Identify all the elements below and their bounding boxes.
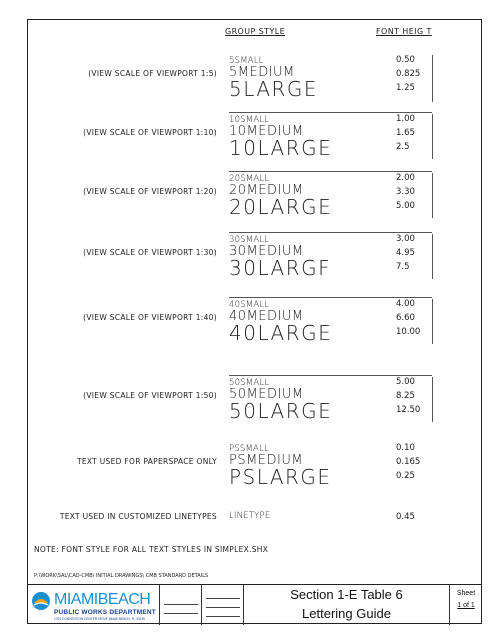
sheet-label: Sheet <box>456 590 476 597</box>
row-right-rule <box>432 173 433 218</box>
linetype-label: TEXT USED IN CUSTOMIZED LINETYPES <box>59 512 217 521</box>
style-large: 10LARGE <box>229 136 333 160</box>
style-medium: PSMEDIUM <box>229 453 304 468</box>
row-right-rule <box>432 377 433 422</box>
height-large: 10.00 <box>396 327 421 337</box>
title-block <box>27 584 482 624</box>
height-medium: 0.825 <box>396 69 421 79</box>
title-cell <box>243 585 449 625</box>
height-small: 0.50 <box>396 55 415 65</box>
linetype-style: LINETYPE <box>229 511 271 521</box>
department-address: 1700 CONVENTION CENTER DRIVE MIAMI BEACH, FL 33139 <box>54 617 145 621</box>
style-medium: 5MEDIUM <box>229 65 295 80</box>
department-name: PUBLIC WORKS DEPARTMENT <box>54 609 156 616</box>
height-small: 4.00 <box>396 299 415 309</box>
height-large: 7.5 <box>396 262 410 272</box>
viewport-label: (VIEW SCALE OF VIEWPORT 1:30) <box>83 248 217 257</box>
font-height-header: FONT HEIG T <box>376 27 432 36</box>
style-small: 40SMALL <box>229 300 270 310</box>
row-right-rule <box>432 299 433 344</box>
height-large: 1.25 <box>396 83 415 93</box>
style-small: 50SMALL <box>229 378 270 388</box>
row-right-rule <box>432 114 433 159</box>
viewport-label: (VIEW SCALE OF VIEWPORT 1:5) <box>88 69 217 78</box>
style-medium: 20MEDIUM <box>229 183 304 198</box>
font-note: NOTE: FONT STYLE FOR ALL TEXT STYLES IN SIMPLEX.SHX <box>34 545 269 554</box>
style-small: 5SMALL <box>229 56 264 66</box>
row-top-rule <box>229 232 432 233</box>
file-path: P:\WORK\SAL\CAD-CMB\ INITIAL DRAWINGS\ CMB STANDARD DETAILS <box>34 573 209 579</box>
row-top-rule <box>229 297 432 298</box>
style-small: 30SMALL <box>229 235 270 245</box>
row-right-rule <box>432 234 433 279</box>
style-small: 20SMALL <box>229 174 270 184</box>
style-large: 20LARGE <box>229 195 333 219</box>
height-medium: 1.65 <box>396 128 415 138</box>
style-large: 30LARGF <box>229 256 332 280</box>
style-medium: 50MEDIUM <box>229 387 304 402</box>
sun-logo-icon <box>31 591 51 611</box>
height-large: 0.25 <box>396 471 415 481</box>
style-large: PSLARGE <box>229 465 332 489</box>
height-small: 2.00 <box>396 173 415 183</box>
title-line-1: Section 1-E Table 6 <box>290 587 403 602</box>
viewport-label: (VIEW SCALE OF VIEWPORT 1:40) <box>83 313 217 322</box>
viewport-label: (VIEW SCALE OF VIEWPORT 1:20) <box>83 187 217 196</box>
group-style-header: GROUP STYLE <box>225 27 286 36</box>
style-medium: 30MEDIUM <box>229 244 304 259</box>
row-top-rule <box>229 375 432 376</box>
logo-cell <box>27 585 159 625</box>
row-right-rule <box>432 55 433 102</box>
sheet-cell <box>449 585 482 625</box>
viewport-label: (VIEW SCALE OF VIEWPORT 1:50) <box>83 391 217 400</box>
style-small: PSSMALL <box>229 444 269 454</box>
row-top-rule <box>229 171 432 172</box>
style-medium: 10MEDIUM <box>229 124 304 139</box>
height-small: 3.00 <box>396 234 415 244</box>
viewport-label: (VIEW SCALE OF VIEWPORT 1:10) <box>83 128 217 137</box>
height-large: 5.00 <box>396 201 415 211</box>
row-top-rule <box>229 112 432 113</box>
style-large: 5LARGE <box>229 77 319 101</box>
style-medium: 40MEDIUM <box>229 309 304 324</box>
height-small: 0.10 <box>396 443 415 453</box>
logo-name: MIAMIBEACH <box>54 591 151 608</box>
style-large: 50LARGE <box>229 399 333 423</box>
height-medium: 8.25 <box>396 391 415 401</box>
style-large: 40LARGE <box>229 321 333 345</box>
viewport-label: TEXT USED FOR PAPERSPACE ONLY <box>76 457 217 466</box>
height-small: 5.00 <box>396 377 415 387</box>
style-small: 10SMALL <box>229 115 270 125</box>
title-line-2: Lettering Guide <box>302 606 391 621</box>
linetype-height: 0.45 <box>396 512 415 522</box>
height-medium: 0.165 <box>396 457 421 467</box>
height-medium: 6.60 <box>396 313 415 323</box>
height-medium: 3.30 <box>396 187 415 197</box>
sheet-value: 1 of 1 <box>457 602 475 609</box>
height-large: 2.5 <box>396 142 410 152</box>
height-large: 12.50 <box>396 405 421 415</box>
height-medium: 4.95 <box>396 248 415 258</box>
height-small: 1.00 <box>396 114 415 124</box>
revision-cell <box>201 585 243 625</box>
drawn-by-cell <box>159 585 201 625</box>
